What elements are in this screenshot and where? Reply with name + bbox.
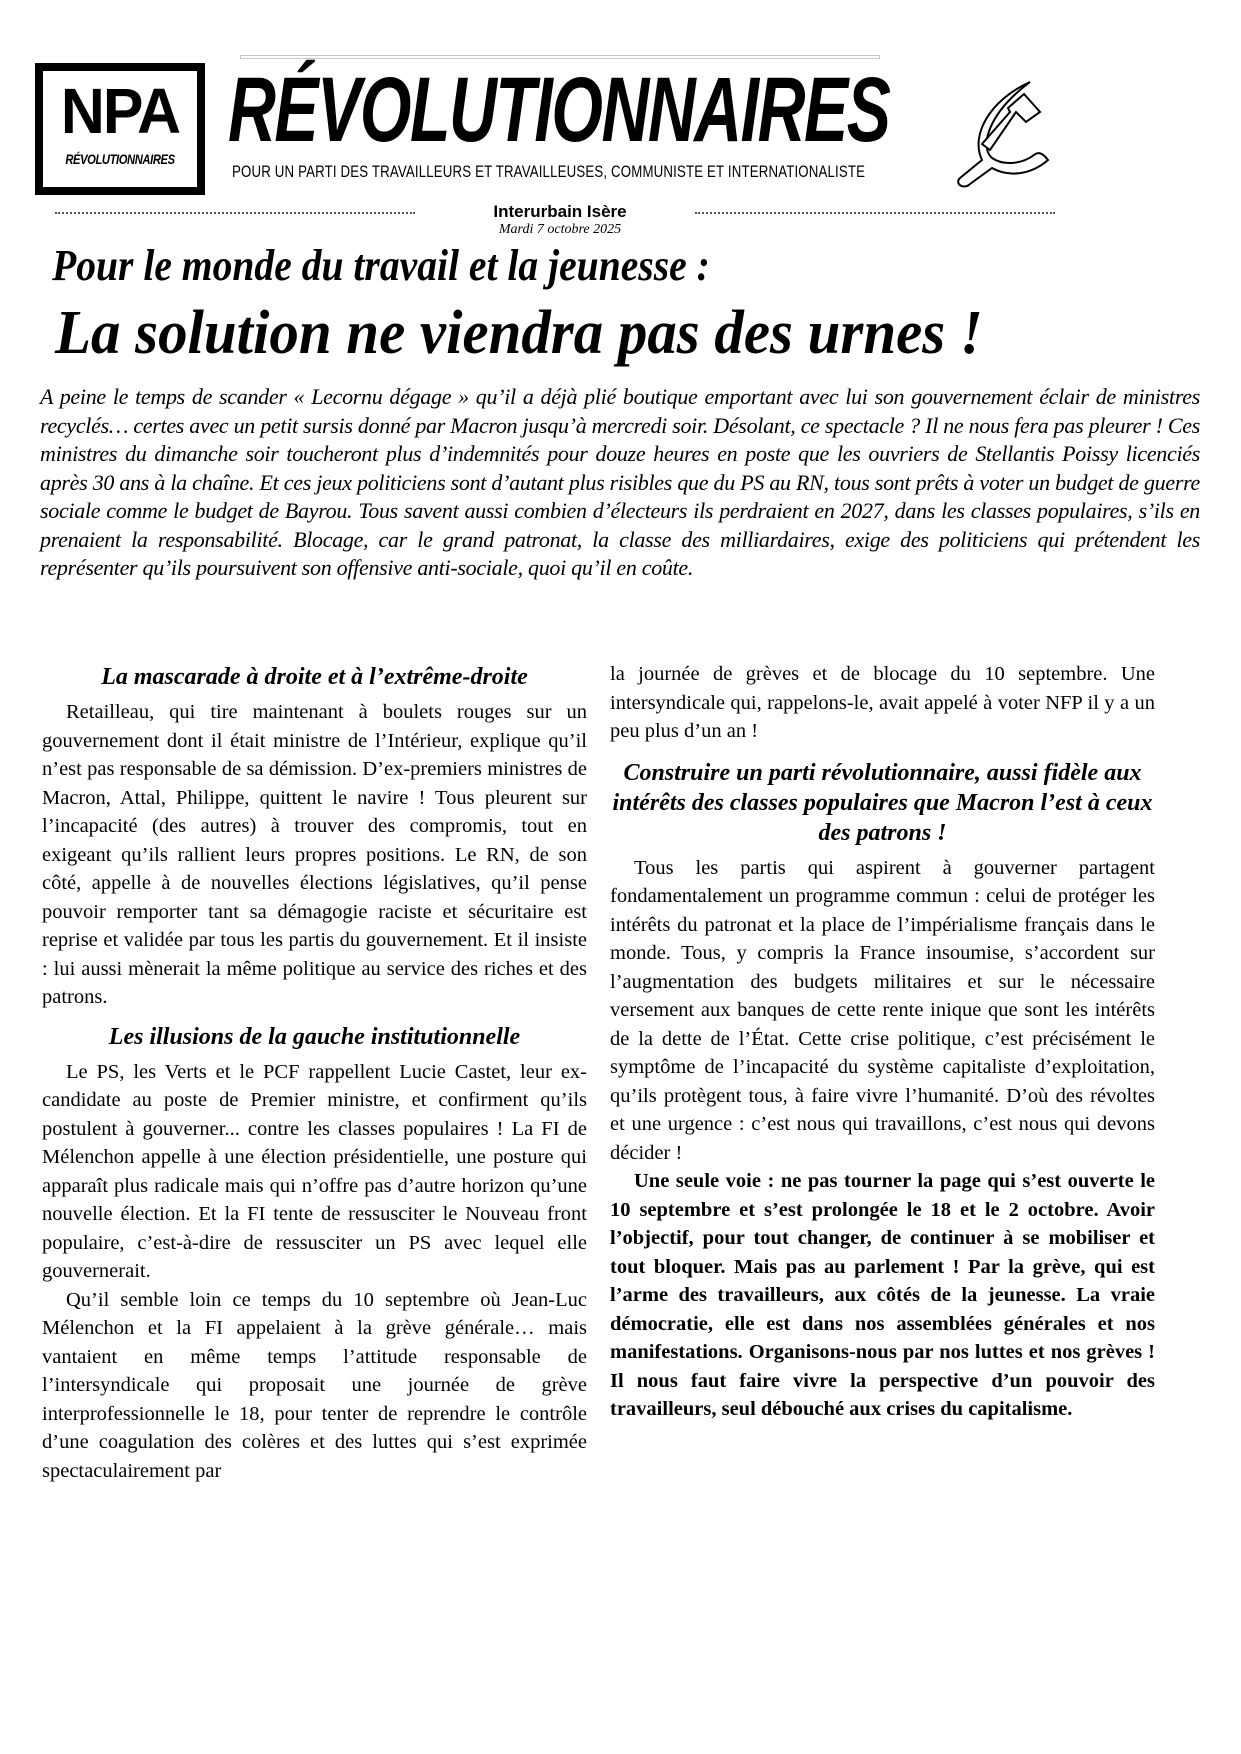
conclusion-paragraph: Une seule voie : ne pas tourner la page qui s’est ouverte le 10 septembre et s’est prolongée le 18 et le 2 octobre. Avoir l’objectif, pour tout changer, de continuer à se mobiliser et tout bloquer. Mais pas au parlement ! Par la grève, qui est l’arme des travailleurs, aux côtés de la jeunesse. La vraie démocratie, elle est dans nos assemblées générales et nos manifestations. Organisons-nous par nos luttes et nos grèves ! Il nous faut faire vivre la perspective d’un pouvoir des travailleurs, seul débouché aux crises du capitalisme.: [610, 1170, 1155, 1420]
headline-title: La solution ne viendra pas des urnes !: [55, 299, 983, 367]
section-title-mascarade: La mascarade à droite et à l’extrême-droite: [101, 664, 528, 690]
hammer-and-sickle-icon: [930, 60, 1060, 190]
section-title-construire: Construire un parti révolutionnaire, aussi fidèle aux intérêts des classes populaires que Macron l’est à ceux des patrons !: [612, 759, 1153, 846]
section-paragraph: Tous les partis qui aspirent à gouverner partagent fondamentalement un programme commun : celui de protéger les intérêts du patronat et la place de l’impérialisme français dans le monde. Tous, y compris la France insoumise, s’accordent sur l’augmentation des budgets militaires et sur le nécessaire versement aux banques de cette rente inique que sont les intérêts de la dette de l’État. Cette crise politique, c’est précisément le symptôme de l’incapacité du système capitaliste d’exploitation, qu’ils protègent tous, à faire vivre l’humanité. D’où des révoltes et une urgence : c’est nous qui travaillons, c’est nous qui devons décider !: [610, 856, 1155, 1164]
column-right: [610, 660, 1155, 1424]
lead-paragraph: A peine le temps de scander « Lecornu dégage » qu’il a déjà plié boutique emportant avec lui son gouvernement éclair de ministres recyclés… certes avec un petit sursis donné par Macron jusqu’à mercredi soir. Désolant, ce spectacle ? Il ne nous fera pas pleurer ! Ces ministres du dimanche soir toucheront plus d’indemnités pour douze heures en poste que les ouvriers de Stellantis Poissy licenciés après 30 ans à la chaîne. Et ces jeux politiciens sont d’autant plus risibles que du PS au RN, tous sont prêts à voter un budget de guerre sociale comme le budget de Bayrou. Tous savent aussi combien d’électeurs ils perdraient en 2027, dans les classes populaires, s’ils en prenaient la responsabilité. Blocage, car le grand patronat, la classe des milliardaires, exige des politiciens qui prétendent les représenter qu’ils poursuivent son offensive anti-sociale, quoi qu’il en coûte.: [40, 384, 1200, 580]
logo-main-text: NPA: [60, 75, 180, 147]
edition-label: Interurbain Isère: [493, 202, 627, 221]
section-paragraph-continued: la journée de grèves et de blocage du 10 septembre. Une intersyndicale qui, rappelons-le, avait appelé à voter NFP il y a un peu plus d’un an !: [610, 663, 1155, 742]
masthead-tagline: POUR UN PARTI DES TRAVAILLEURS ET TRAVAILLEUSES, COMMUNISTE ET INTERNATIONALISTE: [232, 162, 866, 181]
section-paragraph: Qu’il semble loin ce temps du 10 septembre où Jean-Luc Mélenchon et la FI appelaient à la grève générale… mais vantaient en même temps l’attitude responsable de l’intersyndicale qui proposait une journée de grève interprofessionnelle le 18, pour tenter de reprendre le contrôle d’une coagulation des colères et des luttes qui s’est exprimée spectaculairement par: [42, 1288, 587, 1482]
dotted-rule-right: [695, 202, 1055, 214]
section-paragraph: Le PS, les Verts et le PCF rappellent Lucie Castet, leur ex-candidate au poste de Premier ministre, et confirment qu’ils postulent à gouverner... contre les classes populaires ! La FI de Mélenchon appelle à une élection présidentielle, une posture qui apparaît plus radicale mais qui n’offre pas d’autre horizon qu’une nouvelle élection. Et la FI tente de ressusciter le Nouveau front populaire, c’est-à-dire de ressusciter un PS avec lequel elle gouvernerait.: [42, 1060, 587, 1282]
column-left: [42, 658, 587, 1485]
section-title-illusions: Les illusions de la gauche institutionnelle: [108, 1023, 521, 1050]
logo-sub-text: RÉVOLUTIONNAIRES: [65, 151, 175, 167]
masthead-title: RÉVOLUTIONNAIRES: [228, 59, 890, 161]
dotted-rule-left: [55, 202, 415, 214]
section-paragraph: Retailleau, qui tire maintenant à boulets rouges sur un gouvernement dont il était ministre de l’Intérieur, explique qu’il n’est pas responsable de sa démission. D’ex-premiers ministres de Macron, Attal, Philippe, quittent le navire ! Tous pleurent sur l’incapacité (des autres) à trouver des compromis, tout en exigeant qu’ils rallient leurs propres positions. Le RN, de son côté, appelle à de nouvelles élections législatives, qu’il pense pouvoir remporter tant sa démagogie raciste et sécuritaire est reprise et validée par tous les partis du gouvernement. Et il insiste : lui aussi mènerait la même politique au service des riches et des patrons.: [42, 701, 587, 1008]
issue-date: Mardi 7 octobre 2025: [498, 222, 622, 237]
headline-kicker: Pour le monde du travail et la jeunesse :: [52, 241, 710, 290]
npa-logo: [35, 63, 205, 195]
